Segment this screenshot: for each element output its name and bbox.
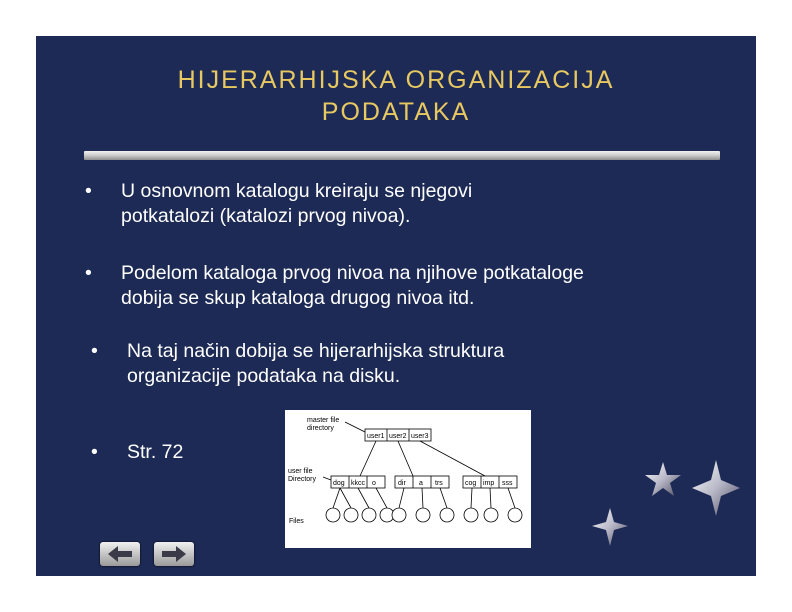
file-entry: a	[419, 480, 423, 487]
star-icon	[692, 460, 740, 516]
stars-decoration	[588, 456, 748, 556]
bullet-marker: •	[85, 262, 92, 284]
arrow-right-icon	[154, 542, 194, 566]
bullet-marker: •	[91, 441, 98, 463]
title-divider	[84, 151, 720, 160]
arrow-left-icon	[100, 542, 140, 566]
title-line-2: PODATAKA	[321, 98, 471, 126]
file-node	[464, 508, 478, 522]
file-node	[392, 508, 406, 522]
file-entry: o	[372, 480, 376, 487]
next-slide-button[interactable]	[154, 542, 194, 566]
user-label-2: Directory	[288, 476, 317, 483]
bullet-text: Str. 72	[127, 441, 184, 463]
title-line-1: HIJERARHIJSKA ORGANIZACIJA	[177, 66, 615, 94]
file-entry: dir	[398, 480, 406, 487]
bullet-text: Podelom kataloga prvog nivoa na njihove potkataloge dobija se skup kataloga drugog nivoa itd.	[121, 262, 584, 309]
file-entry: cog	[465, 480, 477, 487]
file-entry: dog	[333, 480, 345, 487]
file-node	[326, 508, 340, 522]
star-icon	[645, 462, 681, 496]
pointer-line	[345, 422, 365, 432]
slide-title	[36, 64, 756, 128]
file-entry: imp	[483, 480, 495, 487]
user-entry: user1	[367, 433, 385, 440]
user-label-1: user file	[288, 468, 313, 475]
file-node	[440, 508, 454, 522]
file-entry: trs	[435, 480, 443, 487]
files-label: Files	[289, 518, 304, 525]
bullet-marker: •	[85, 180, 92, 202]
user-entry: user2	[389, 433, 407, 440]
star-icon	[592, 508, 628, 546]
directory-structure-figure	[285, 410, 531, 548]
user-entry: user3	[411, 433, 429, 440]
file-entry: kkcc	[351, 480, 365, 487]
bullet-text: U osnovnom katalogu kreiraju se njegovi potkatalozi (katalozi prvog nivoa).	[121, 180, 473, 227]
file-entry: sss	[502, 480, 513, 487]
file-node	[508, 508, 522, 522]
file-node	[344, 508, 358, 522]
file-node	[416, 508, 430, 522]
prev-slide-button[interactable]	[100, 542, 140, 566]
file-node	[362, 508, 376, 522]
master-label-1: master file	[307, 417, 340, 424]
master-label-2: directory	[307, 425, 334, 432]
bullet-marker: •	[91, 340, 98, 362]
bullet-text: Na taj način dobija se hijerarhijska struktura organizacije podataka na disku.	[127, 340, 505, 387]
directory-diagram	[285, 410, 531, 548]
file-node	[484, 508, 498, 522]
slide	[36, 36, 756, 576]
